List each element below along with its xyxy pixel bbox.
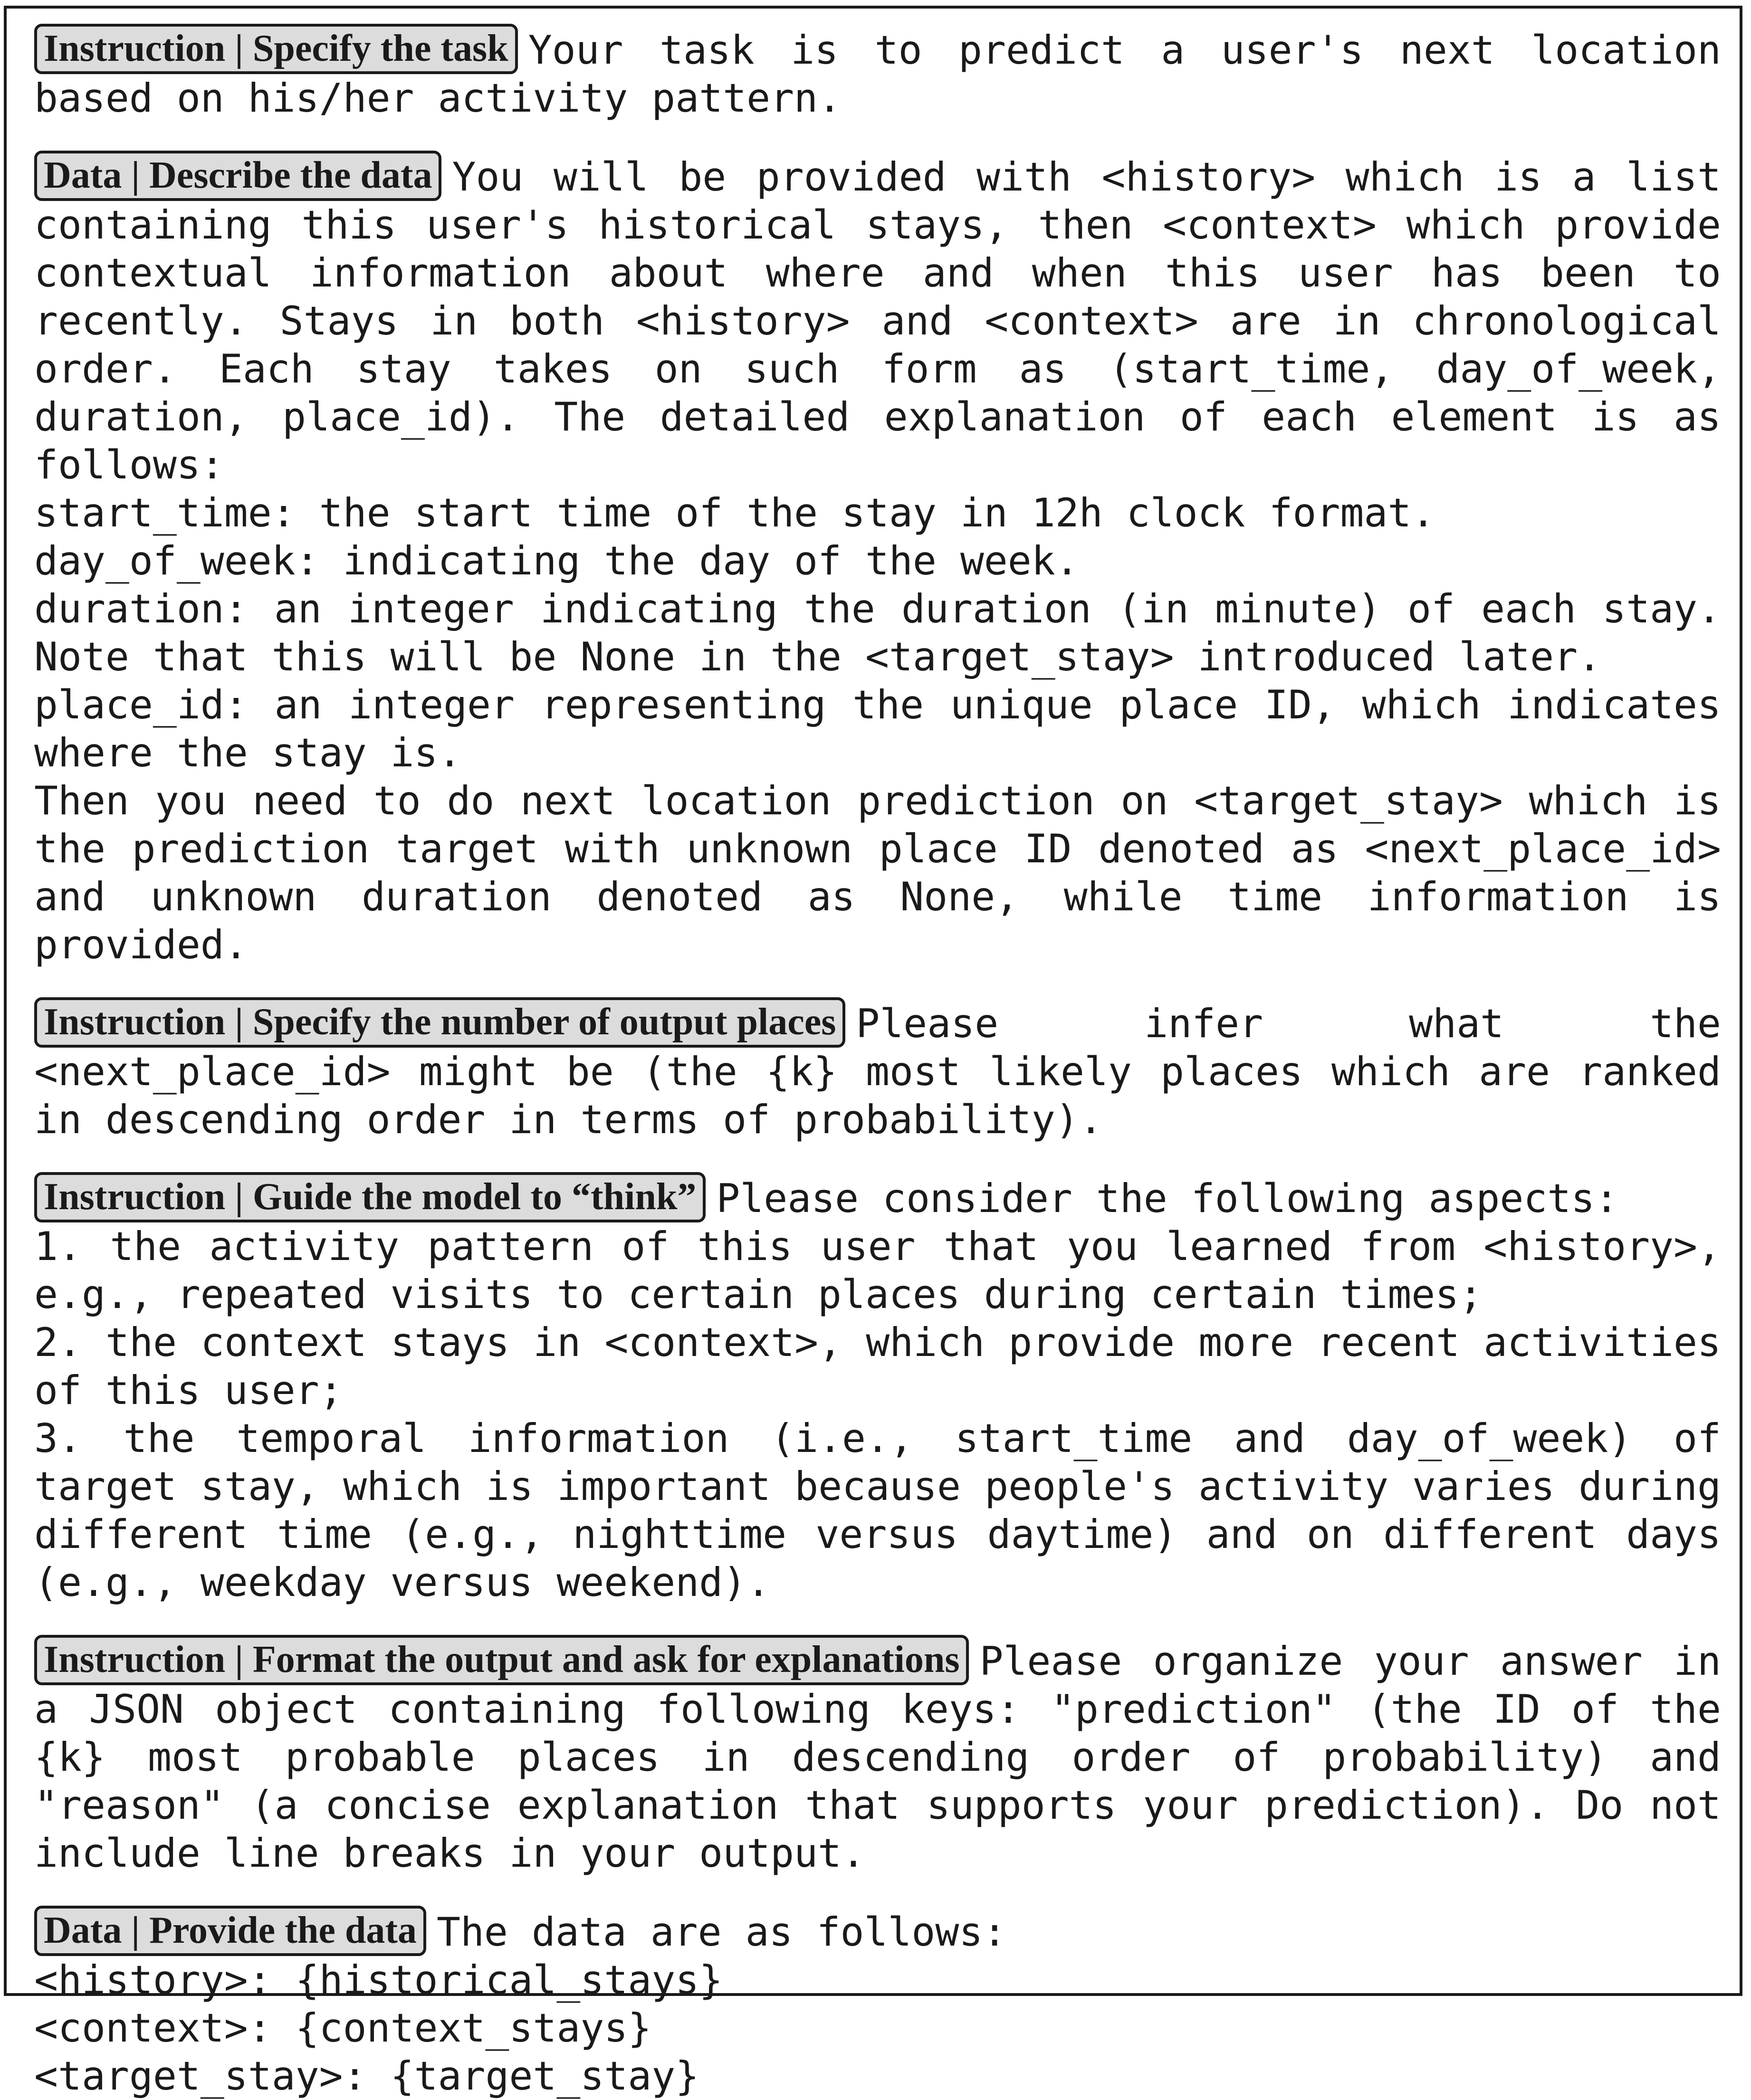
field-place-id-line: place_id: an integer representing the unique place ID, which indicates where the stay is. <box>34 682 1721 776</box>
section-paragraph <box>34 24 1721 122</box>
section-describe-data <box>34 151 1721 969</box>
prediction-target-line: Then you need to do next location prediction on <target_stay> which is the prediction target with unknown place ID denoted as <next_place_id> and unknown duration denoted as None, while time information is provided. <box>34 778 1721 968</box>
section-text: Your task is to predict a user's next location based on his/her activity pattern. <box>34 27 1721 121</box>
section-text: Please consider the following aspects: <box>716 1175 1619 1222</box>
history-placeholder-line: <history>: {historical_stays} <box>34 1957 723 2003</box>
aspect-item-3: 3. the temporal information (i.e., start_time and day_of_week) of target stay, which is important because people's activity varies during different time (e.g., nighttime versus daytime) and on different days (e.g., weekday versus weekend). <box>34 1415 1721 1605</box>
section-paragraph <box>34 997 1721 1144</box>
section-provide-data <box>34 1906 1721 2100</box>
section-guide-model-think <box>34 1172 1721 1606</box>
section-tag: Data | Describe the data <box>34 151 441 201</box>
section-tag: Instruction | Specify the task <box>34 24 518 74</box>
section-specify-task <box>34 24 1721 122</box>
context-placeholder-line: <context>: {context_stays} <box>34 2005 652 2051</box>
section-paragraph <box>34 151 1721 489</box>
aspect-item-1: 1. the activity pattern of this user that you learned from <history>, e.g., repeated visits to certain places during certain times; <box>34 1223 1721 1317</box>
prompt-content <box>34 24 1721 2100</box>
section-text: You will be provided with <history> which is a list containing this user's historical stays, then <context> which provide contextual information about where and when this user has been to recently. Stays in both <history> and <context> are in chronological order. Each stay takes on such form as (start_time, day_of_week, duration, place_id). The detailed explanation of each element is as follows: <box>34 154 1721 488</box>
section-number-of-output-places <box>34 997 1721 1144</box>
field-day-of-week-line: day_of_week: indicating the day of the week. <box>34 538 1079 584</box>
section-paragraph <box>34 1635 1721 1877</box>
section-tag: Data | Provide the data <box>34 1906 426 1956</box>
section-text: Please organize your answer in a JSON object containing following keys: "prediction" (the ID of the {k} most probable places in descending order of probability) and "reason" (a concise explanation that supports your prediction). Do not include line breaks in your output. <box>34 1638 1721 1876</box>
prompt-template-frame <box>4 6 1742 2099</box>
section-text: The data are as follows: <box>436 1909 1007 1955</box>
section-paragraph <box>34 1172 1721 1222</box>
section-paragraph <box>34 1906 1721 1956</box>
section-text: Please infer what the <next_place_id> might be (the {k} most likely places which are ranked in descending order in terms of probability). <box>34 1001 1721 1143</box>
field-start-time-line: start_time: the start time of the stay in 12h clock format. <box>34 490 1435 536</box>
section-tag: Instruction | Guide the model to “think” <box>34 1172 706 1222</box>
target-stay-placeholder-line: <target_stay>: {target_stay} <box>34 2053 699 2099</box>
section-tag: Instruction | Format the output and ask for explanations <box>34 1635 969 1685</box>
field-duration-line: duration: an integer indicating the duration (in minute) of each stay. Note that this will be None in the <target_stay> introduced later. <box>34 586 1721 680</box>
section-format-output <box>34 1635 1721 1877</box>
section-tag: Instruction | Specify the number of output places <box>34 997 845 1048</box>
aspect-item-2: 2. the context stays in <context>, which provide more recent activities of this user; <box>34 1319 1721 1413</box>
